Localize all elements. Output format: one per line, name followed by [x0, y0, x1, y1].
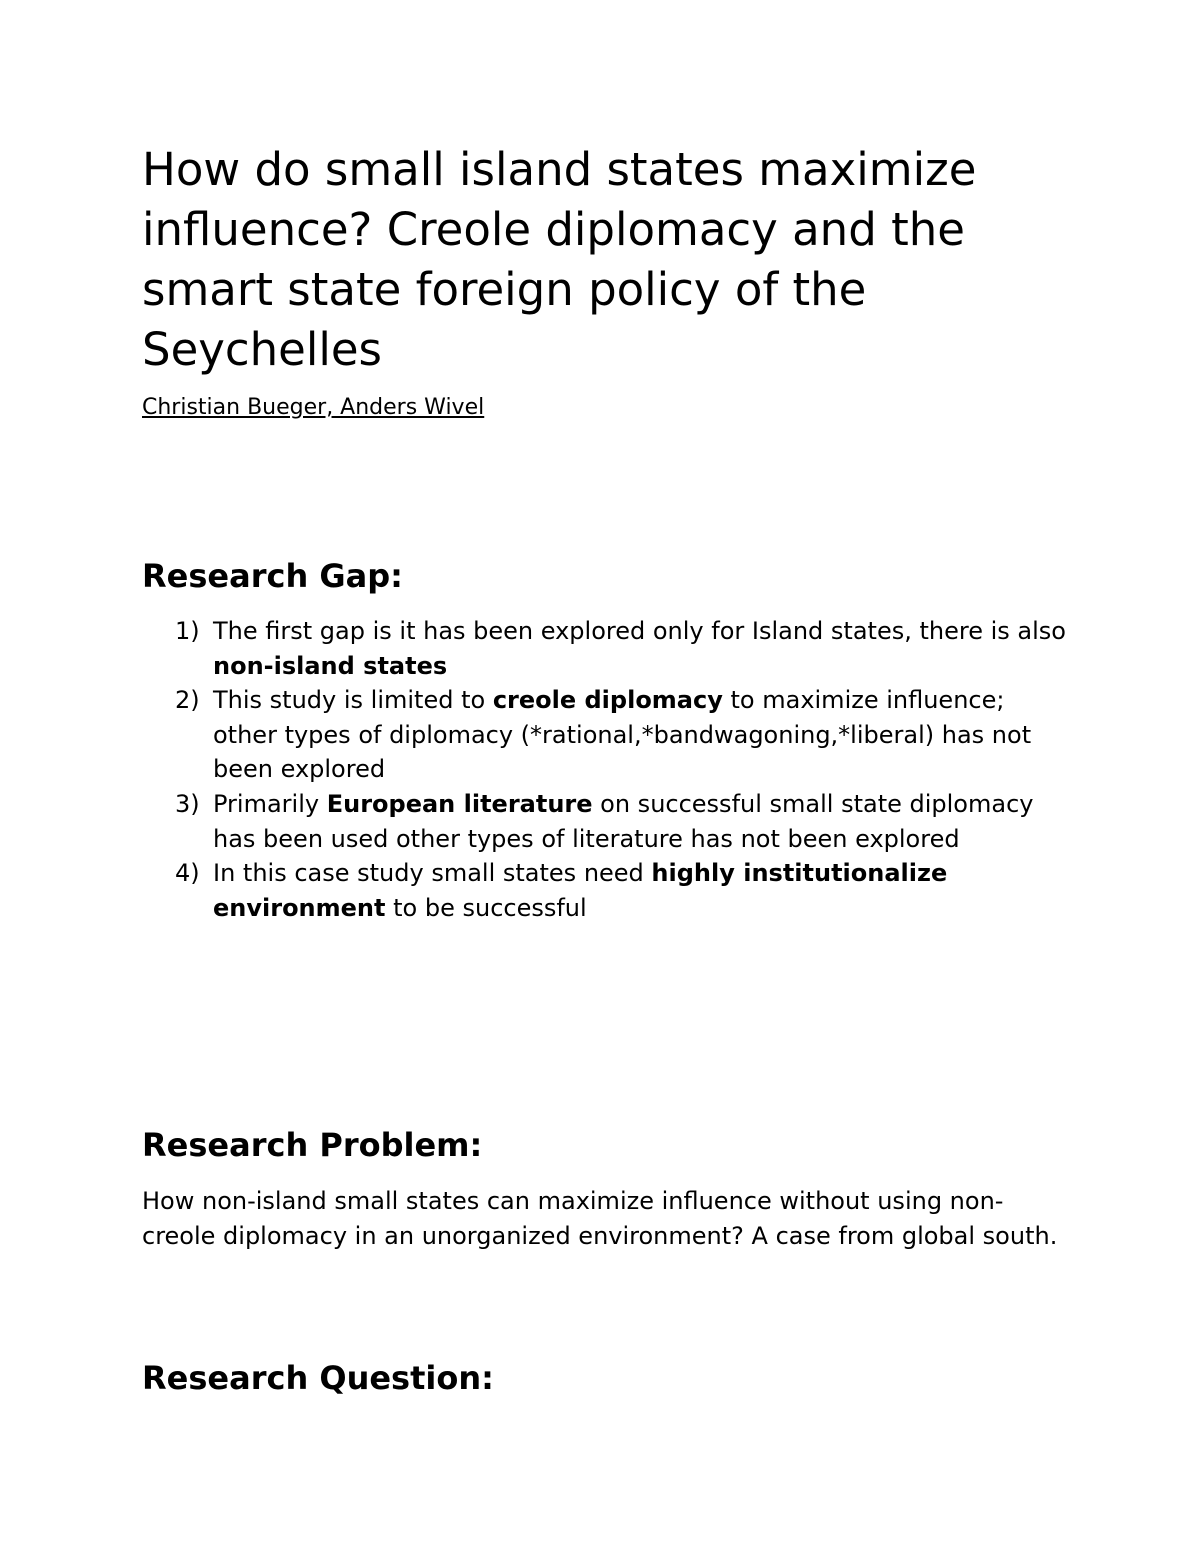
- item-text: Primarily: [213, 789, 327, 818]
- authors-link[interactable]: Christian Bueger, Anders Wivel: [142, 395, 485, 420]
- item-text: The first gap is it has been explored only for Island states, there is also: [213, 617, 1066, 645]
- research-gap-item: [142, 856, 1072, 925]
- item-emphasis: non-island states: [213, 651, 448, 680]
- item-text: This study is limited to: [213, 686, 493, 715]
- research-question-heading: Research Question:: [142, 1359, 494, 1397]
- list-number: 4): [175, 859, 200, 888]
- item-text: to be successful: [385, 893, 587, 922]
- research-gap-list: [142, 614, 1072, 925]
- research-gap-item: [142, 683, 1072, 787]
- item-text: to maximize influence; other types of diplomacy (*rational,*bandwagoning,*liberal) has not been explored: [213, 686, 1032, 784]
- item-emphasis: creole diplomacy: [492, 686, 723, 715]
- research-gap-heading: Research Gap:: [142, 557, 403, 595]
- document-title: How do small island states maximize influence? Creole diplomacy and the smart state foreign policy of the Seychelles: [142, 143, 977, 376]
- research-problem-heading: Research Problem:: [142, 1126, 483, 1164]
- research-problem-text: How non-island small states can maximize influence without using non-creole diplomacy in an unorganized environment? A case from global south.: [142, 1187, 1058, 1250]
- item-emphasis: European literature: [326, 789, 593, 818]
- research-gap-item: [142, 614, 1072, 683]
- item-text: In this case study small states need: [213, 859, 652, 888]
- item-text: on successful small state diplomacy has been used other types of literature has not been explored: [213, 789, 1034, 853]
- item-emphasis: highly institutionalize environment: [213, 859, 948, 922]
- list-number: 2): [175, 686, 200, 715]
- list-number: 1): [175, 617, 200, 645]
- list-number: 3): [175, 789, 200, 818]
- research-gap-item: [142, 787, 1072, 856]
